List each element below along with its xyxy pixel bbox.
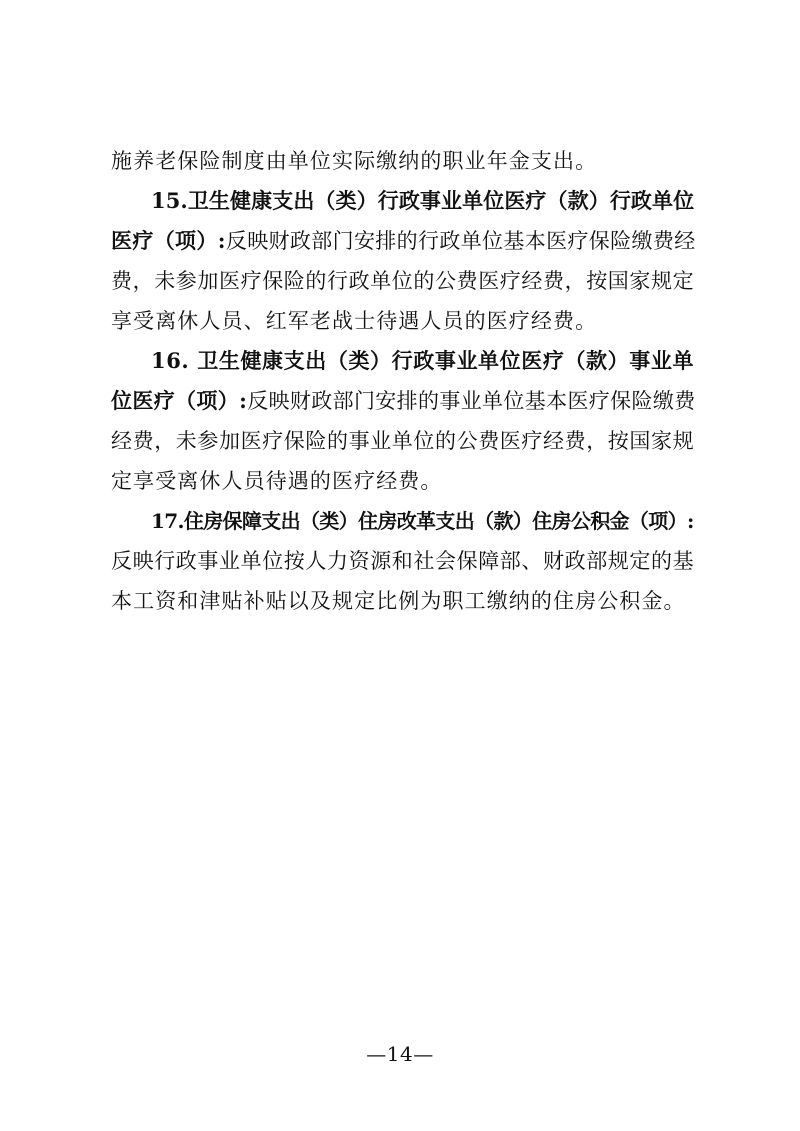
item-17-heading: 17.住房保障支出（类）住房改革支出（款）住房公积金（项）: (151, 509, 694, 533)
item-15-line-3: 费，未参加医疗保险的行政单位的公费医疗经费，按国家规定 (111, 269, 695, 293)
page-number: —14— (366, 1042, 434, 1066)
item-17-line-3: 本工资和津贴补贴以及规定比例为职工缴纳的住房公积金。 (111, 589, 686, 613)
item-16-heading: 16. 卫生健康支出（类）行政事业单位医疗（款）事业单 (151, 348, 695, 373)
item-16-body-start: 反映财政部门安排的事业单位基本医疗保险缴费 (247, 389, 696, 413)
item-16-line-2 (111, 385, 696, 417)
item-15-heading-end: 医疗（项）: (111, 228, 226, 253)
item-16-line-4: 定享受离休人员待遇的医疗经费。 (111, 469, 443, 493)
item-15-line-2 (111, 225, 696, 257)
continuation-line: 施养老保险制度由单位实际缴纳的职业年金支出。 (111, 149, 598, 173)
item-15-body-start: 反映财政部门安排的行政单位基本医疗保险缴费经 (225, 229, 696, 253)
item-15-line-4: 享受离休人员、红军老战士待遇人员的医疗经费。 (111, 309, 598, 333)
item-16-heading-end: 位医疗（项）: (111, 388, 248, 413)
item-16-line-3: 经费，未参加医疗保险的事业单位的公费医疗经费，按国家规 (111, 429, 695, 453)
item-17-line-2: 反映行政事业单位按人力资源和社会保障部、财政部规定的基 (111, 549, 695, 573)
item-15-heading: 15.卫生健康支出（类）行政事业单位医疗（款）行政单位 (151, 188, 695, 213)
